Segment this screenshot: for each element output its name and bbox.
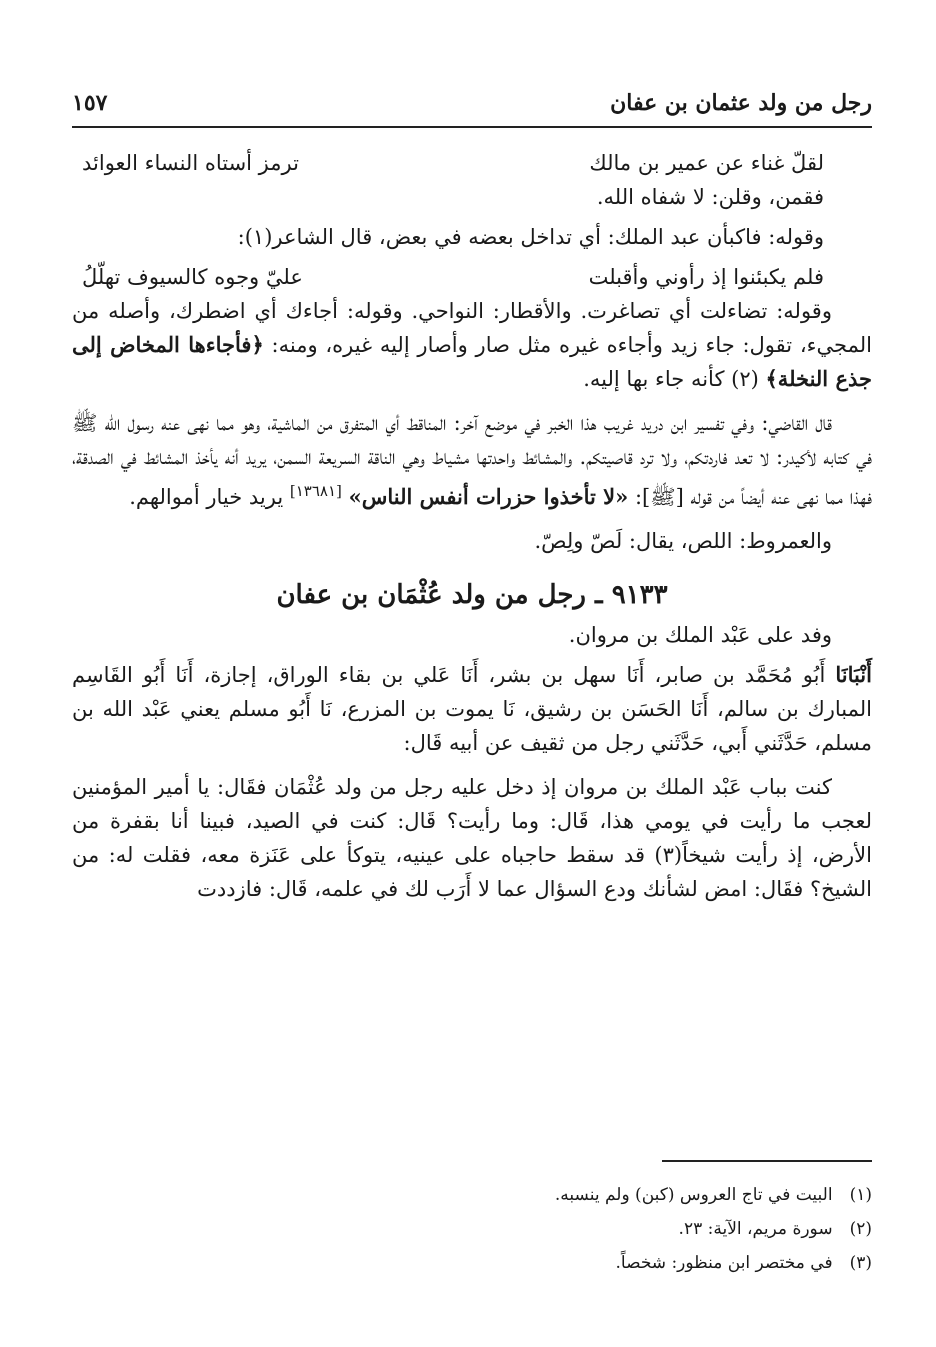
- footnotes: [72, 1178, 872, 1280]
- footnote: [72, 1178, 872, 1212]
- paragraph-text: قال القاضي: وفي تفسير ابن دريد غريب هذا الخبر في موضع آخر: المناقط أي المتفرق من الماشية، وهو مما نهى عنه رسول الله ﷺ في كتابه لأكيدر: لا تعد فاردتكم، ولا ترد قاصيتكم. والمشائط واحدتها مشياط وهي الناقة السريعة السمن، يريد أنه يأخذ المشائط في الصدقة، فهذا مما نهى عنه أيضاً من قوله [ﷺ]:: [72, 411, 872, 509]
- section-heading: ٩١٣٣ ـ رجل من ولد عُثْمَان بن عفان: [276, 580, 668, 610]
- main-text: [72, 146, 872, 906]
- paragraph: وفد على عَبْد الملك بن مروان.: [568, 623, 832, 647]
- page-header: [72, 86, 872, 128]
- paragraph: والعمروط: اللص، يقال: لَصّ ولِصّ.: [534, 529, 832, 553]
- footnote-text: البيت في تاج العروس (كبن) ولم ينسبه.: [554, 1185, 833, 1205]
- footnote-text: سورة مريم، الآية: ٢٣.: [678, 1219, 833, 1239]
- page-number: ١٥٧: [72, 90, 108, 116]
- hadith-reference: [١٣٦٨١]: [289, 482, 342, 500]
- quran-quote: ﴿فأجاءها المخاض إلى جذع النخلة﴾: [72, 332, 872, 391]
- verse-hemistich-left: ترمز أستاه النساء العوائد: [82, 151, 299, 175]
- paragraph-text: يريد خيار أموالهم.: [129, 485, 284, 509]
- verse-hemistich-right: لقلّ غناء عن عمير بن مالك: [589, 151, 824, 175]
- verse-line: [72, 146, 872, 180]
- hadith-quote: «لا تأخذوا حزرات أنفس الناس»: [348, 484, 629, 509]
- verse-hemistich-right: فلم يكبئنوا إذ رأوني وأقبلت: [588, 265, 824, 289]
- paragraph: وقوله: فاكبأن عبد الملك: أي تداخل بعضه في بعض، قال الشاعر(١):: [237, 225, 824, 249]
- isnad-lead: أَنْبَانَا: [835, 662, 872, 687]
- paragraph-text: (٢) كأنه جاء بها إليه.: [583, 367, 759, 391]
- paragraph: [72, 294, 872, 396]
- footnote-number: (٢): [849, 1219, 872, 1239]
- footnote-separator: [662, 1160, 872, 1162]
- footnote-number: (٣): [849, 1253, 872, 1273]
- footnote: [72, 1212, 872, 1246]
- paragraph: فقمن، وقلن: لا شفاه الله.: [596, 185, 824, 209]
- paragraph: [72, 406, 872, 514]
- paragraph-text: وقوله: تضاءلت أي تصاغرت. والأقطار: النواحي. وقوله: أجاءك أي اضطرك، وأصله من المجيء، تقول: جاء زيد وأجاءه غيره مثل صار وأصار إليه غيره، ومنه:: [72, 299, 872, 357]
- footnote-number: (١): [849, 1185, 872, 1205]
- footnote: [72, 1246, 872, 1280]
- paragraph: كنت بباب عَبْد الملك بن مروان إذ دخل عليه رجل من ولد عُثْمَان فقَال: يا أمير المؤمنين لعجب ما رأيت في يومي هذا، قَال: وما رأيت؟ قَال: كنت في الصيد، فبينا أنا بقفرة من الأرض، إذ رأيت شيخاً(٣) قد سقط حاجباه على عينيه، يتوكأ على عَنَزة معه، فقلت له: من الشيخ؟ فقَال: امض لشأنك ودع السؤال عما لا أَرَب لك في علمه، قَال: فازددت: [72, 775, 872, 901]
- footnote-text: في مختصر ابن منظور: شخصاً.: [615, 1253, 833, 1273]
- running-title: رجل من ولد عثمان بن عفان: [610, 90, 872, 116]
- verse-hemistich-left: عليّ وجوه كالسيوف تهلّلُ: [82, 265, 303, 289]
- paragraph-text: أَبُو مُحَمَّد بن صابر، أَنَا سهل بن بشر، أَنَا عَلي بن بقاء الوراق، إجازة، أَنَا أَبُو القَاسِم المبارك بن سالم، أَنَا الحَسَن بن رشيق، نَا يموت بن المزرع، نَا أَبُو مسلم يعني عَبْد الله بن مسلم، حَدَّثَني أَبي، حَدَّثَني رجل من ثقيف عن أبيه قَال:: [72, 663, 872, 755]
- paragraph: [72, 658, 872, 760]
- verse-line: [72, 260, 872, 294]
